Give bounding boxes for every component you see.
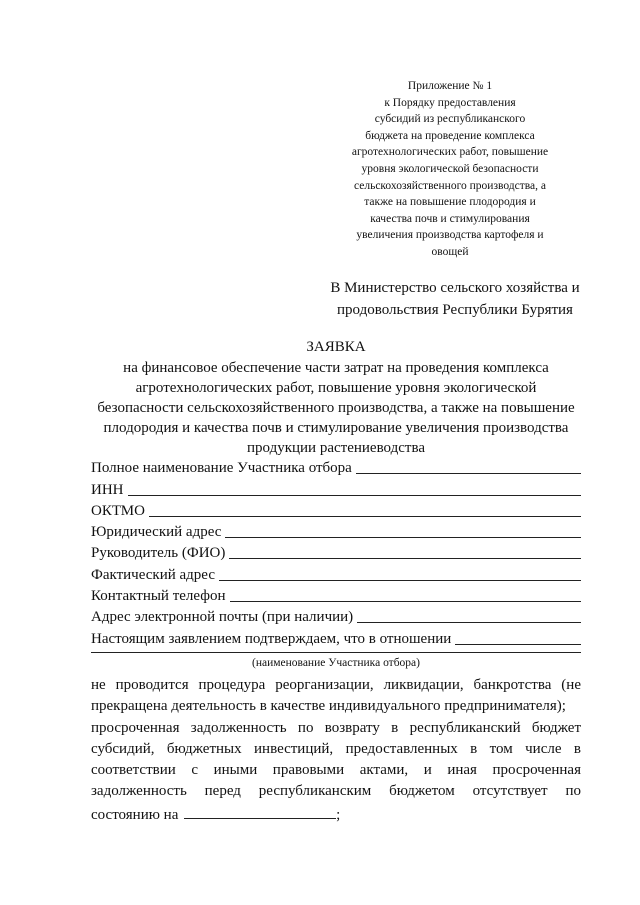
oktmo-field <box>91 499 581 520</box>
appendix-line: субсидий из республиканского <box>374 113 526 126</box>
email-input[interactable] <box>357 621 581 623</box>
body-line: просроченная задолженность по возврату в республиканский бюджет <box>91 719 581 736</box>
subtitle-line: на финансовое обеспечение части затрат на проведения комплекса <box>123 360 549 376</box>
field-label: Юридический адрес <box>91 524 222 541</box>
subtitle-line: агротехнологических работ, повышение уровня экологической <box>135 380 537 396</box>
confirmation-field <box>91 626 581 647</box>
document-subtitle <box>91 358 581 458</box>
body-line: субсидий, бюджетных инвестиций, предоставленных в том числе в <box>91 740 581 757</box>
addressee-line: продовольствия Республики Бурятия <box>337 302 573 318</box>
field-label: ИНН <box>91 481 124 498</box>
body-line: прекращена деятельность в качестве индивидуального предпринимателя); <box>91 698 566 715</box>
director-field <box>91 541 581 562</box>
appendix-line: к Порядку предоставления <box>384 96 516 109</box>
phone-field <box>91 584 581 605</box>
email-field <box>91 605 581 626</box>
field-label: Настоящим заявлением подтверждаем, что в отношении <box>91 630 452 647</box>
appendix-line: также на повышение плодородия и <box>364 196 536 209</box>
legal-address-field <box>91 520 581 541</box>
director-input[interactable] <box>229 557 581 559</box>
appendix-line: качества почв и стимулирования <box>370 212 530 225</box>
oktmo-input[interactable] <box>149 515 581 517</box>
participant-name-line[interactable] <box>91 651 581 653</box>
appendix-header <box>330 78 570 261</box>
subtitle-line: безопасности сельскохозяйственного производства, а также на повышение <box>97 400 575 416</box>
field-label: Фактический адрес <box>91 566 215 583</box>
actual-address-input[interactable] <box>219 579 581 581</box>
legal-address-input[interactable] <box>225 536 581 538</box>
participant-name-field <box>91 456 581 477</box>
document-title: ЗАЯВКА <box>306 339 366 355</box>
form-fields <box>91 456 581 648</box>
participant-caption: (наименование Участника отбора) <box>252 657 420 669</box>
field-label: Полное наименование Участника отбора <box>91 460 352 477</box>
inn-field <box>91 477 581 498</box>
inn-input[interactable] <box>128 494 582 496</box>
field-label: ОКТМО <box>91 502 145 519</box>
body-line: соответствии с иными правовыми актами, и иная просроченная <box>91 762 581 779</box>
field-label: Руководитель (ФИО) <box>91 545 226 562</box>
body-line: задолженность перед республиканским бюджетом отсутствует по <box>91 783 581 800</box>
subtitle-line: продукции растениеводства <box>246 440 426 456</box>
appendix-line: Приложение № 1 <box>407 80 493 92</box>
addressee-block <box>327 277 583 321</box>
subtitle-line: плодородия и качества почв и стимулирование увеличения производства <box>103 420 569 436</box>
appendix-line: сельскохозяйственного производства, а <box>353 179 546 192</box>
phone-input[interactable] <box>230 600 582 602</box>
date-clause <box>91 803 581 824</box>
declaration-body <box>91 675 581 824</box>
appendix-line: агротехнологических работ, повышение <box>351 146 549 159</box>
appendix-line: уровня экологической безопасности <box>361 162 539 175</box>
body-line: не проводится процедура реорганизации, ликвидации, банкротства (не <box>91 677 581 693</box>
field-label: Контактный телефон <box>91 588 226 605</box>
appendix-line: увеличения производства картофеля и <box>356 229 544 242</box>
addressee-line: В Министерство сельского хозяйства и <box>330 280 580 296</box>
actual-address-field <box>91 562 581 583</box>
confirmation-input[interactable] <box>455 643 581 645</box>
field-label: Адрес электронной почты (при наличии) <box>91 609 354 626</box>
appendix-line: бюджета на проведение комплекса <box>365 129 535 142</box>
date-clause-suffix: ; <box>336 806 341 823</box>
appendix-line: овощей <box>431 245 469 258</box>
date-clause-prefix: состоянию на <box>91 806 179 823</box>
date-input[interactable] <box>184 803 336 819</box>
participant-name-input[interactable] <box>356 472 581 474</box>
